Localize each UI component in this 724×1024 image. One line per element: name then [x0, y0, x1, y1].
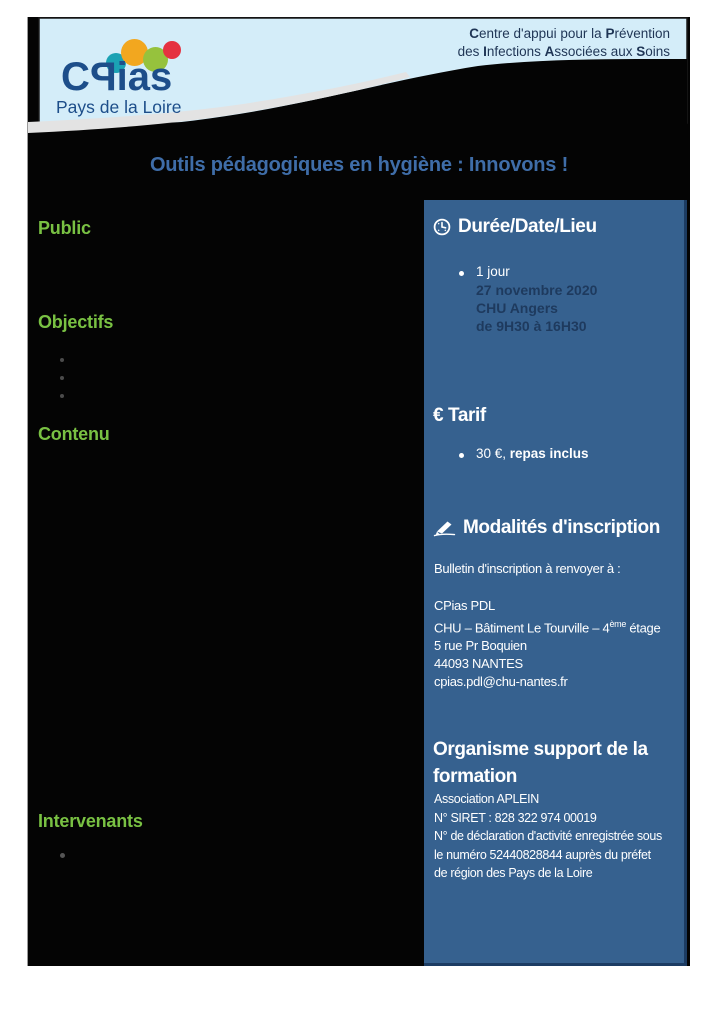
- organisme-details: [434, 790, 662, 883]
- section-heading-objectifs: Objectifs: [38, 312, 114, 332]
- bullet-dot: [60, 394, 64, 398]
- logo-letter-p-mirrored: P: [89, 55, 117, 99]
- logo-region-label: Pays de la Loire: [56, 97, 182, 117]
- bullet-dot: [459, 271, 464, 276]
- duree-days: 1 jour: [476, 264, 510, 279]
- address-line: CHU – Bâtiment Le Tourville – 4ème étage: [434, 619, 661, 636]
- flyer-body: [27, 17, 690, 966]
- clock-icon: [433, 218, 451, 236]
- panel-heading-tarif: [433, 405, 486, 427]
- bullet-dot: [459, 453, 464, 458]
- panel-heading-modalites-label: Modalités d'inscription: [463, 517, 660, 538]
- panel-heading-modalites: [433, 517, 660, 539]
- section-heading-contenu: Contenu: [38, 424, 110, 444]
- organisme-line: Association APLEIN: [434, 792, 539, 806]
- cpias-logo: [56, 33, 236, 133]
- panel-heading-organisme: Organisme support de la formation: [433, 739, 648, 787]
- address-line: CPias PDL: [434, 598, 495, 613]
- organisme-line: le numéro 52440828844 auprès du préfet: [434, 847, 651, 862]
- section-heading-intervenants: Intervenants: [38, 811, 143, 831]
- address-line: 5 rue Pr Boquien: [434, 638, 527, 654]
- page-title: Outils pédagogiques en hygiène : Innovons !: [149, 154, 569, 176]
- info-panel: [424, 200, 687, 966]
- section-heading-public: Public: [38, 218, 91, 238]
- bullet-dot: [60, 853, 65, 858]
- tagline-line-2: des Infections Associées aux Soins: [457, 43, 670, 59]
- organisme-line: de région des Pays de la Loire: [434, 866, 593, 880]
- tagline-line-1: Centre d'appui pour la Prévention: [469, 26, 670, 41]
- duree-details: [476, 263, 597, 335]
- panel-heading-tarif-label: € Tarif: [433, 405, 486, 426]
- tarif-item: 30 €, repas inclus: [476, 446, 589, 461]
- duree-place: CHU Angers: [476, 300, 558, 316]
- bullet-dot: [60, 358, 64, 362]
- organisme-line: N° de déclaration d'activité enregistrée sous: [434, 829, 662, 843]
- bullet-dot: [60, 376, 64, 380]
- pen-icon: [433, 520, 456, 537]
- inscription-address: [434, 597, 660, 691]
- logo-wordmark: [61, 55, 172, 100]
- panel-heading-duree: [433, 216, 597, 238]
- address-line-email: cpias.pdl@chu-nantes.fr: [434, 674, 568, 690]
- address-line: 44093 NANTES: [434, 656, 523, 672]
- header-tagline: [458, 25, 670, 60]
- inscription-intro: Bulletin d'inscription à renvoyer à :: [434, 561, 621, 576]
- organisme-line: N° SIRET : 828 322 974 00019: [434, 810, 597, 825]
- logo-letters-ias: ias: [116, 55, 173, 99]
- panel-heading-duree-label: Durée/Date/Lieu: [458, 216, 597, 237]
- duree-hours: de 9H30 à 16H30: [476, 318, 587, 334]
- logo-letter-c: C: [61, 55, 90, 99]
- duree-date: 27 novembre 2020: [476, 282, 598, 298]
